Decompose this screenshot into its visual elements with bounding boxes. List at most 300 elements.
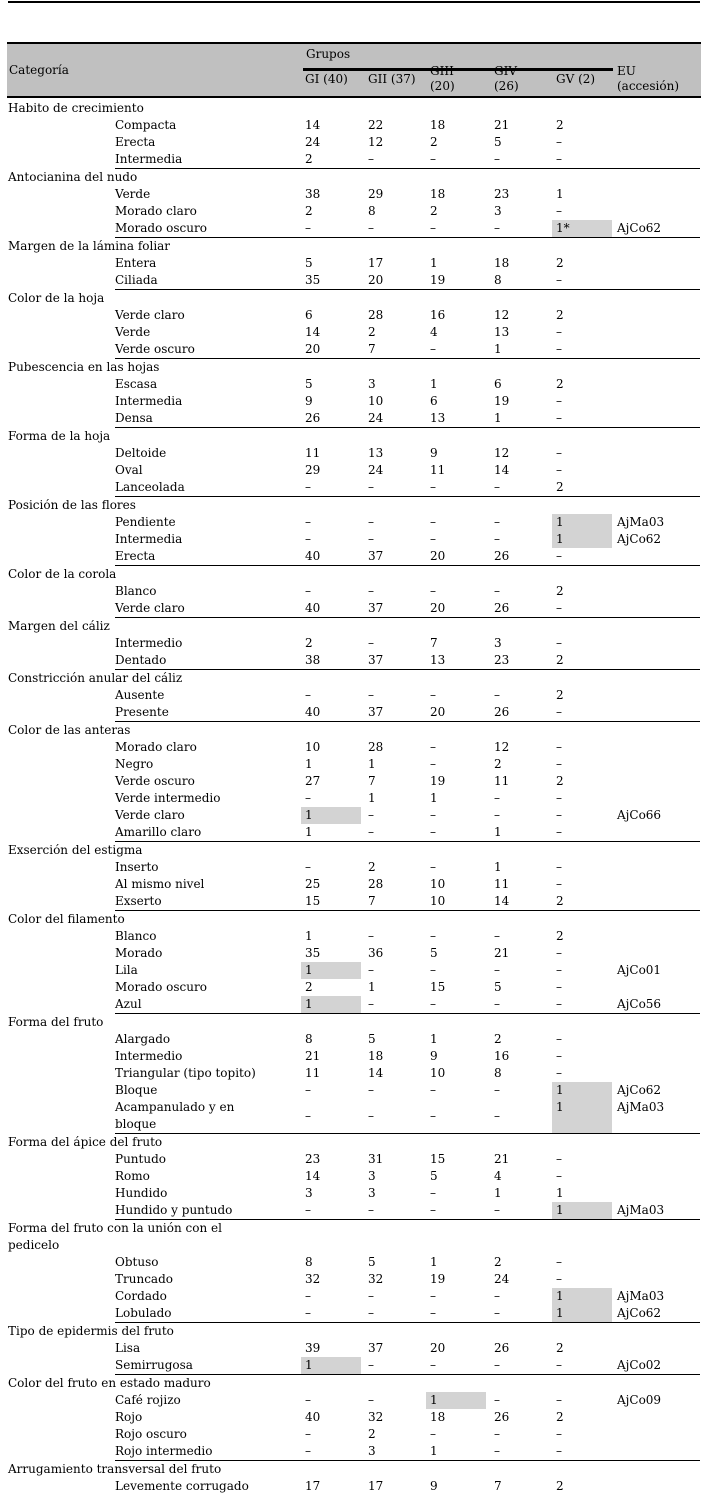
cell-value: – [494, 515, 500, 529]
table-row [0, 393, 706, 410]
cell-value: 1 [556, 1306, 564, 1320]
cell-eu-accession: AjCo02 [617, 1358, 662, 1372]
cell-value: 2 [494, 1032, 502, 1046]
cell-value: 20 [430, 549, 446, 563]
cell-value: – [430, 808, 436, 822]
cell-value: 2 [556, 1410, 564, 1424]
cell-value: 13 [430, 411, 446, 425]
cell-value: 24 [368, 463, 384, 477]
cell-value: 35 [305, 946, 321, 960]
category-label: Color del filamento [8, 912, 125, 926]
row-label: Entera [115, 256, 157, 270]
cell-value: – [556, 273, 562, 287]
cell-value: – [430, 532, 436, 546]
cell-value: – [305, 1109, 311, 1123]
table-row [0, 1305, 706, 1322]
cell-value: 2 [430, 204, 438, 218]
cell-value: 10 [430, 877, 446, 891]
cell-value: – [556, 1152, 562, 1166]
cell-value: – [430, 757, 436, 771]
row-label: Lila [115, 963, 138, 977]
table-row [0, 255, 706, 272]
row-label: Verde intermedio [115, 791, 221, 805]
table-row [0, 600, 706, 617]
cell-value: 13 [368, 446, 384, 460]
cell-eu-accession: AjCo01 [617, 963, 662, 977]
row-label: Morado oscuro [115, 221, 207, 235]
cell-eu-accession: AjMa03 [617, 1203, 665, 1217]
cell-value: 1 [305, 929, 313, 943]
cell-value: 5 [430, 1169, 438, 1183]
row-label: Lanceolada [115, 480, 185, 494]
row-label: Morado oscuro [115, 980, 207, 994]
table-section [0, 1461, 706, 1495]
cell-value: 12 [368, 135, 384, 149]
table-row [0, 1151, 706, 1168]
cell-value: – [305, 860, 311, 874]
cell-value: 1 [430, 256, 438, 270]
cell-value: 14 [305, 325, 321, 339]
cell-value: – [368, 584, 374, 598]
table-section [0, 169, 706, 238]
table-row [0, 583, 706, 600]
category-label: Color del fruto en estado maduro [8, 1376, 211, 1390]
table-row [0, 531, 706, 548]
table-row [0, 186, 706, 203]
cell-value: – [556, 877, 562, 891]
cell-value: – [430, 929, 436, 943]
category-label: Margen de la lámina foliar [8, 239, 171, 253]
table-row [0, 548, 706, 565]
table-row [0, 687, 706, 704]
cell-value: – [430, 584, 436, 598]
table-row [0, 928, 706, 945]
cell-value: 18 [430, 1410, 446, 1424]
cell-eu-accession: AjMa03 [617, 515, 665, 529]
cell-value: – [430, 1306, 436, 1320]
table-row [0, 1409, 706, 1426]
row-label: Intermedia [115, 532, 183, 546]
table-row [0, 1340, 706, 1357]
row-label: Intermedio [115, 1049, 183, 1063]
cell-value: 3 [305, 1186, 313, 1200]
row-label: Verde claro [115, 308, 185, 322]
category-label: Posición de las flores [8, 498, 136, 512]
row-label: Presente [115, 705, 169, 719]
column-header-gi: GI (40) [305, 72, 348, 86]
cell-value: 25 [305, 877, 321, 891]
cell-value: 1 [556, 187, 564, 201]
cell-value: – [494, 1083, 500, 1097]
row-label: Deltoide [115, 446, 167, 460]
cell-value: – [430, 342, 436, 356]
cell-value: – [494, 1358, 500, 1372]
cell-value: – [368, 1306, 374, 1320]
cell-value: 4 [430, 325, 438, 339]
cell-value: 23 [494, 187, 510, 201]
cell-value: – [368, 480, 374, 494]
cell-value: 31 [368, 1152, 384, 1166]
cell-value: 35 [305, 273, 321, 287]
cell-value: 14 [494, 463, 510, 477]
cell-value: – [368, 1393, 374, 1407]
cell-eu-accession: AjMa03 [617, 1289, 665, 1303]
cell-value: 18 [430, 118, 446, 132]
row-label: Azul [115, 997, 142, 1011]
table-row [0, 341, 706, 358]
cell-eu-accession: AjCo62 [617, 221, 662, 235]
row-label: Hundido y puntudo [115, 1203, 233, 1217]
cell-value: – [305, 1427, 311, 1441]
row-label: Morado claro [115, 204, 197, 218]
cell-value: 17 [305, 1479, 321, 1493]
cell-value: – [556, 446, 562, 460]
cell-value: 1 [368, 757, 376, 771]
cell-value: 5 [305, 377, 313, 391]
cell-value: 16 [430, 308, 446, 322]
cell-value: – [494, 1427, 500, 1441]
cell-value: – [368, 636, 374, 650]
table-row [0, 1288, 706, 1305]
cell-value: 2 [556, 584, 564, 598]
cell-value: – [430, 221, 436, 235]
cell-value: – [368, 532, 374, 546]
row-label: Verde [115, 187, 151, 201]
category-label: Margen del cáliz [8, 619, 110, 633]
cell-value: – [556, 1393, 562, 1407]
table-row [0, 756, 706, 773]
cell-value: – [556, 808, 562, 822]
cell-value: – [556, 152, 562, 166]
cell-value: – [305, 1306, 311, 1320]
row-label: Escasa [115, 377, 158, 391]
cell-value: – [305, 1444, 311, 1458]
table-row [0, 1031, 706, 1048]
cell-value: 28 [368, 740, 384, 754]
column-header-giii: GIII (20) [430, 64, 455, 93]
cell-value: 15 [305, 894, 321, 908]
table-header [7, 42, 701, 98]
row-label: Rojo intermedio [115, 1444, 213, 1458]
cell-value: – [556, 946, 562, 960]
cell-value: 26 [494, 549, 510, 563]
table-row [0, 1426, 706, 1443]
cell-value: 1 [430, 1444, 438, 1458]
row-label: Verde [115, 325, 151, 339]
table-section [0, 497, 706, 566]
cell-value: 14 [494, 894, 510, 908]
cell-value: – [305, 515, 311, 529]
row-label: Rojo [115, 1410, 143, 1424]
row-label: Verde claro [115, 601, 185, 615]
cell-value: – [556, 980, 562, 994]
cell-value: 10 [368, 394, 384, 408]
cell-value: 26 [494, 601, 510, 615]
cell-value: 27 [305, 774, 321, 788]
row-label: Negro [115, 757, 154, 771]
category-label: Color de las anteras [8, 723, 131, 737]
table-row [0, 1185, 706, 1202]
cell-value: 3 [368, 1444, 376, 1458]
row-label: Alargado [115, 1032, 171, 1046]
cell-value: – [368, 688, 374, 702]
cell-eu-accession: AjCo66 [617, 808, 662, 822]
table-row [0, 410, 706, 427]
cell-value: – [368, 825, 374, 839]
table-row [0, 979, 706, 996]
cell-value: 2 [368, 1427, 376, 1441]
category-label: Color de la hoja [8, 291, 105, 305]
cell-value: 9 [305, 394, 313, 408]
cell-value: – [556, 463, 562, 477]
table-row [0, 876, 706, 893]
cell-value: 2 [305, 636, 313, 650]
cell-value: – [494, 1444, 500, 1458]
table-section [0, 1134, 706, 1220]
cell-value: – [494, 532, 500, 546]
cell-value: 5 [368, 1032, 376, 1046]
cell-value: 2 [556, 480, 564, 494]
cell-value: 11 [430, 463, 446, 477]
cell-value: 3 [368, 377, 376, 391]
cell-value: 24 [494, 1272, 510, 1286]
cell-eu-accession: AjMa03 [617, 1100, 665, 1114]
table-row [0, 1168, 706, 1185]
cell-value: – [556, 135, 562, 149]
cell-value: – [556, 342, 562, 356]
row-label: Erecta [115, 135, 156, 149]
cell-value: – [305, 1203, 311, 1217]
cell-value: 1 [305, 997, 313, 1011]
cell-value: – [556, 825, 562, 839]
row-label: Levemente corrugado [115, 1479, 249, 1493]
table-row [0, 1357, 706, 1374]
cell-value: – [305, 584, 311, 598]
cell-value: 20 [368, 273, 384, 287]
row-label: Triangular (tipo topito) [115, 1066, 256, 1080]
cell-value: 2 [556, 929, 564, 943]
cell-value: 13 [494, 325, 510, 339]
column-header-groups: Grupos [306, 47, 351, 61]
cell-value: 17 [368, 1479, 384, 1493]
row-label: Exserto [115, 894, 162, 908]
cell-value: 5 [305, 256, 313, 270]
cell-value: 2 [556, 118, 564, 132]
cell-value: 19 [430, 774, 446, 788]
cell-value: 2 [556, 1479, 564, 1493]
cell-value: – [430, 1083, 436, 1097]
cell-value: – [556, 997, 562, 1011]
cell-value: – [368, 808, 374, 822]
cell-value: 23 [305, 1152, 321, 1166]
cell-value: 28 [368, 308, 384, 322]
table-row [0, 859, 706, 876]
cell-value: 2 [430, 135, 438, 149]
cell-value: – [305, 221, 311, 235]
cell-value: – [430, 515, 436, 529]
row-label: Romo [115, 1169, 150, 1183]
table-row [0, 945, 706, 962]
cell-value: – [556, 1032, 562, 1046]
cell-value: 1 [556, 1186, 564, 1200]
table-section [0, 1323, 706, 1375]
table-section [0, 722, 706, 842]
table-section [0, 428, 706, 497]
cell-value: – [494, 963, 500, 977]
table-row [0, 324, 706, 341]
row-label: Hundido [115, 1186, 168, 1200]
cell-value: 7 [430, 636, 438, 650]
category-label: Tipo de epidermis del fruto [8, 1324, 174, 1338]
table-top-rule [8, 1, 700, 3]
cell-value: 26 [494, 1410, 510, 1424]
cell-value: 26 [494, 1341, 510, 1355]
cell-value: 1 [430, 791, 438, 805]
table-row [0, 1478, 706, 1495]
cell-value: 40 [305, 1410, 321, 1424]
cell-value: – [556, 1427, 562, 1441]
cell-value: 20 [305, 342, 321, 356]
cell-value: 32 [368, 1272, 384, 1286]
cell-value: 8 [305, 1032, 313, 1046]
cell-value: 2 [305, 204, 313, 218]
cell-value: – [430, 860, 436, 874]
cell-value: – [556, 740, 562, 754]
cell-value: 32 [305, 1272, 321, 1286]
cell-value: 10 [430, 1066, 446, 1080]
category-label: Forma del fruto con la unión con el pedicelo [8, 1221, 222, 1252]
row-label: Puntudo [115, 1152, 166, 1166]
table-section [0, 359, 706, 428]
cell-value: 3 [368, 1186, 376, 1200]
cell-value: 18 [430, 187, 446, 201]
cell-value: – [556, 601, 562, 615]
cell-value: 19 [494, 394, 510, 408]
cell-value: 2 [494, 757, 502, 771]
cell-value: – [556, 1066, 562, 1080]
table-row [0, 824, 706, 841]
cell-value: – [430, 152, 436, 166]
table-row [0, 1392, 706, 1409]
table-row [0, 962, 706, 979]
table-row [0, 1082, 706, 1099]
cell-value: – [494, 1393, 500, 1407]
cell-value: – [556, 705, 562, 719]
cell-value: 5 [368, 1255, 376, 1269]
table-row [0, 1202, 706, 1219]
cell-value: 3 [494, 204, 502, 218]
cell-value: 2 [556, 653, 564, 667]
cell-value: 13 [430, 653, 446, 667]
cell-value: 29 [368, 187, 384, 201]
row-label: Ciliada [115, 273, 158, 287]
cell-value: – [494, 1289, 500, 1303]
cell-value: 14 [305, 118, 321, 132]
cell-value: – [368, 963, 374, 977]
cell-value: 18 [494, 256, 510, 270]
table-row [0, 134, 706, 151]
row-label: Verde claro [115, 808, 185, 822]
cell-value: – [556, 1444, 562, 1458]
cell-value: 40 [305, 601, 321, 615]
table-row [0, 203, 706, 220]
table-row [0, 1254, 706, 1271]
cell-value: – [430, 1427, 436, 1441]
cell-value: 36 [368, 946, 384, 960]
cell-value: – [494, 1306, 500, 1320]
row-label: Morado claro [115, 740, 197, 754]
category-label: Color de la corola [8, 567, 117, 581]
row-label: Lobulado [115, 1306, 172, 1320]
cell-value: 11 [305, 1066, 321, 1080]
row-label: Verde oscuro [115, 342, 195, 356]
cell-value: – [430, 1186, 436, 1200]
cell-value: – [556, 325, 562, 339]
table-row [0, 739, 706, 756]
table-row [0, 652, 706, 669]
cell-value: 2 [494, 1255, 502, 1269]
cell-value: 2 [305, 980, 313, 994]
row-label: Intermedio [115, 636, 183, 650]
cell-value: 22 [368, 118, 384, 132]
cell-value: – [494, 791, 500, 805]
cell-value: – [556, 1169, 562, 1183]
cell-value: 21 [494, 946, 510, 960]
cell-value: 21 [494, 1152, 510, 1166]
cell-value: 20 [430, 1341, 446, 1355]
table-row [0, 151, 706, 168]
column-header-eu-accession: EU (accesión) [617, 64, 680, 93]
cell-value: 11 [494, 774, 510, 788]
cell-value: – [494, 584, 500, 598]
cell-value: 24 [305, 135, 321, 149]
cell-value: 32 [368, 1410, 384, 1424]
column-header-giv: GIV (26) [494, 64, 519, 93]
cell-value: 18 [368, 1049, 384, 1063]
table-row [0, 376, 706, 393]
cell-value: – [430, 740, 436, 754]
cell-value: 3 [368, 1169, 376, 1183]
column-header-gv: GV (2) [556, 72, 596, 86]
table-section [0, 911, 706, 1014]
table-row [0, 220, 706, 237]
cell-value: 1 [305, 825, 313, 839]
cell-value: 1 [430, 1393, 438, 1407]
cell-value: 26 [305, 411, 321, 425]
table-body [0, 100, 706, 1495]
cell-value: 2 [305, 152, 313, 166]
row-label: Acampanulado y en bloque [115, 1100, 235, 1131]
category-label: Arrugamiento transversal del fruto [8, 1462, 222, 1476]
table-row [0, 790, 706, 807]
row-label: Compacta [115, 118, 177, 132]
cell-value: 10 [430, 894, 446, 908]
row-label: Inserto [115, 860, 159, 874]
table-row [0, 514, 706, 531]
row-label: Pendiente [115, 515, 176, 529]
row-label: Truncado [115, 1272, 173, 1286]
table-row [0, 479, 706, 496]
cell-value: – [368, 221, 374, 235]
category-label: Forma de la hoja [8, 429, 111, 443]
cell-value: – [556, 791, 562, 805]
cell-value: 1 [494, 411, 502, 425]
table-row [0, 445, 706, 462]
cell-value: – [556, 963, 562, 977]
cell-value: – [368, 1289, 374, 1303]
cell-value: – [305, 1393, 311, 1407]
cell-value: 1 [556, 1100, 564, 1114]
